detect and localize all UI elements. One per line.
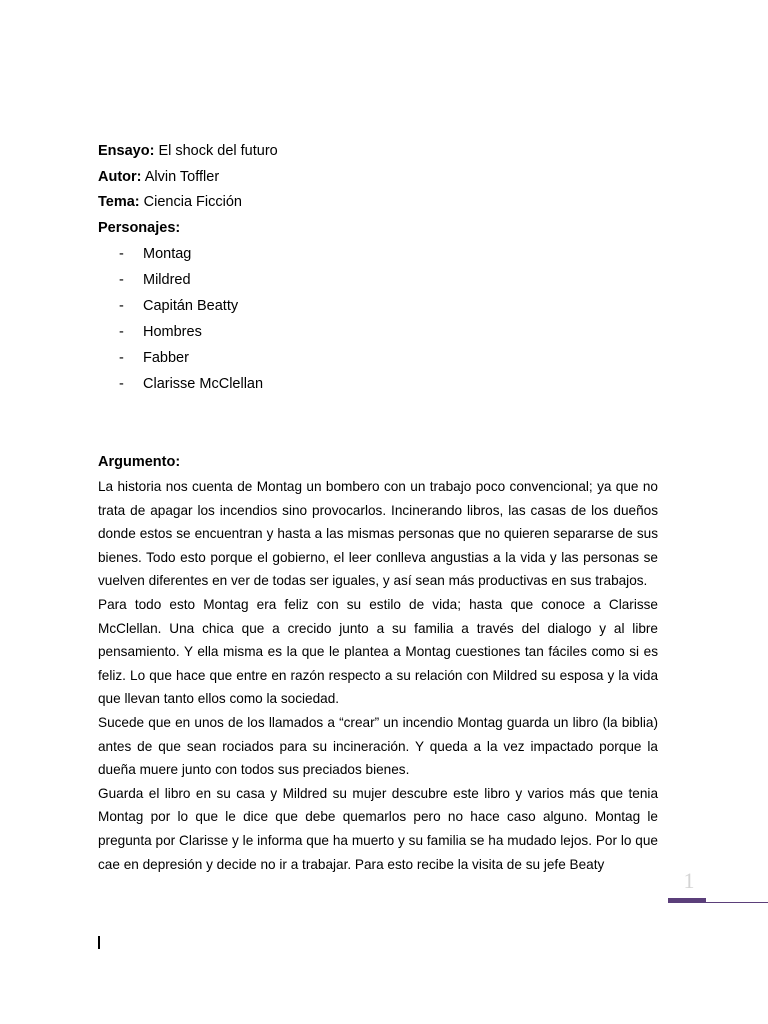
argumento-paragraph-3: Sucede que en unos de los llamados a “crear” un incendio Montag guarda un libro (la biblia) antes de que sean rociados para su incineración. Y queda a la vez impactado porque la dueña muere junto con todos sus preciados bienes. [98, 714, 658, 778]
list-item [98, 241, 278, 267]
list-item [98, 293, 278, 319]
list-item [98, 267, 278, 293]
personaje-name: Mildred [143, 272, 191, 289]
personaje-name: Montag [143, 246, 192, 263]
list-item [98, 371, 278, 397]
list-item [98, 319, 278, 345]
list-marker: - [119, 376, 124, 393]
autor-value: Alvin Toffler [141, 168, 220, 185]
personaje-name: Fabber [143, 350, 189, 367]
personaje-name: Clarisse McClellan [143, 376, 264, 393]
ensayo-label: Ensayo: [98, 143, 155, 159]
list-marker: - [119, 298, 124, 315]
personajes-label: Personajes: [98, 219, 181, 236]
argumento-paragraph-2: Para todo esto Montag era feliz con su estilo de vida; hasta que conoce a Clarisse McClellan. Una chica que a crecido junto a su familia a través del dialogo y al libre pensamiento. Y ella misma es la que le plantea a Montag cuestiones tan fáciles como si es feliz. Lo que hace que entre en razón respecto a su relación con Mildred su esposa y la vida que llevan tanto ellos como la sociedad. [98, 596, 658, 707]
ensayo-row [98, 139, 278, 165]
argumento-body [98, 475, 658, 876]
argumento-paragraph-4: Guarda el libro en su casa y Mildred su mujer descubre este libro y varios más que tenia Montag por lo que le dice que debe quemarlos pero no hace caso alguno. Montag le pregunta por Clarisse y le informa que ha muerto y su familia se ha mudado lejos. Por lo que cae en depresión y decide no ir a trabajar. Para esto recibe la visita de su jefe Beaty [98, 785, 658, 872]
document-metadata [98, 139, 278, 397]
tema-row [98, 190, 278, 216]
autor-label: Autor: [98, 168, 142, 185]
tema-label: Tema: [98, 194, 140, 211]
argumento-paragraph-1: La historia nos cuenta de Montag un bombero con un trabajo poco convencional; ya que no trata de apagar los incendios sino provocarlos. Incinerando libros, las casas de los dueños donde estos se encuentran y hasta a las mismas personas que no quieren separarse de sus bienes. Todo esto porque el gobierno, el leer conlleva angustias a la vida y las personas se vuelven diferentes en ver de todas ser iguales, y así sean más productivas en sus trabajos. [98, 479, 658, 589]
footer-rule [706, 902, 768, 903]
list-marker: - [119, 246, 124, 263]
personajes-list [98, 241, 278, 397]
list-marker: - [119, 272, 124, 289]
personajes-row [98, 216, 278, 242]
autor-row [98, 165, 278, 191]
footer-accent-bar [668, 898, 706, 903]
ensayo-value: El shock del futuro [154, 143, 278, 159]
list-marker: - [119, 324, 124, 341]
personaje-name: Hombres [143, 324, 202, 341]
argumento-heading: Argumento: [98, 454, 181, 470]
text-cursor [98, 936, 100, 949]
list-item [98, 345, 278, 371]
page-number: 1 [683, 868, 695, 893]
personaje-name: Capitán Beatty [143, 298, 239, 315]
list-marker: - [119, 350, 124, 367]
tema-value: Ciencia Ficción [139, 194, 242, 211]
